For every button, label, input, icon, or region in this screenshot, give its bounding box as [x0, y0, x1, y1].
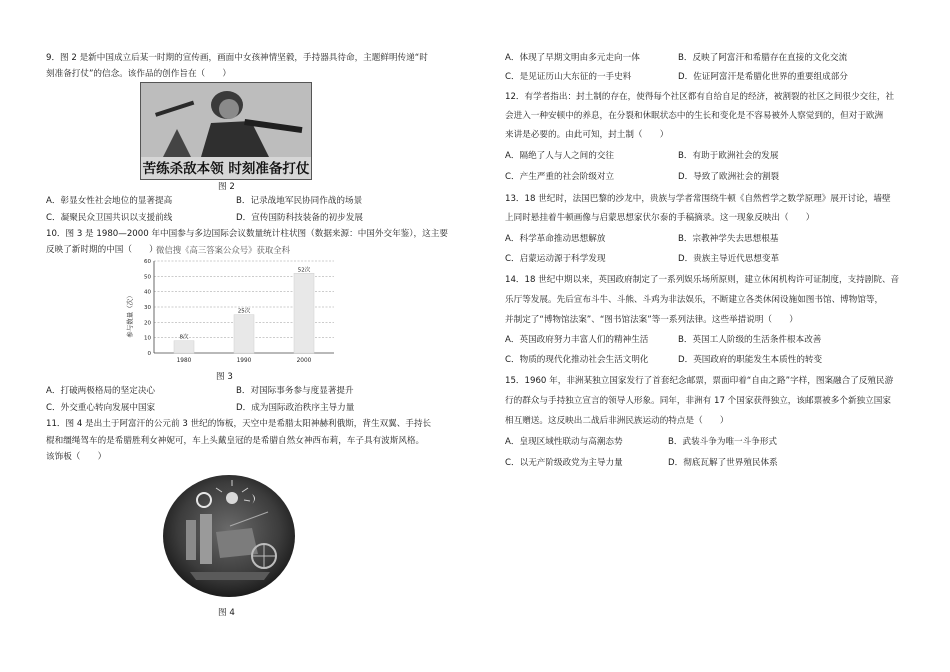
- q12-stem-line1: 12．有学者指出：封土制的存在，使得每个社区都有自给自足的经济，被割裂的社区之间很少交往，社: [505, 92, 895, 102]
- q13-option-a[interactable]: A．科学革命推动思想解放: [505, 234, 606, 244]
- q9-option-c[interactable]: C．凝聚民众卫国共识以支援前线: [46, 213, 173, 223]
- watermark-text: 微信搜《高三答案公众号》获取全科: [156, 245, 290, 255]
- q14-stem-line1: 14．18 世纪中期以来，英国政府制定了一系列娱乐场所原则，建立休闲机构许可证制度，支持剧院、音: [505, 275, 900, 285]
- q10-option-c[interactable]: C．外交重心转向发展中国家: [46, 403, 156, 413]
- q11-option-d[interactable]: D．佐证阿富汗是希腊化世界的重要组成部分: [678, 72, 848, 82]
- figure-3-caption: 图 3: [216, 372, 233, 382]
- q12-option-b[interactable]: B．有助于欧洲社会的发展: [678, 151, 779, 161]
- q11-stem-line3: 该饰板（ ）: [46, 452, 107, 462]
- q15-stem-line3: 相互赠送。这反映出二战后非洲民族运动的特点是（ ）: [505, 416, 729, 426]
- q14-stem-line2: 乐厅等发展。先后宣布斗牛、斗熊、斗鸡为非法娱乐，不断建立各类休闲设施如图书馆、博物馆等，: [505, 295, 884, 305]
- q10-option-a[interactable]: A．打破两极格局的坚定决心: [46, 386, 156, 396]
- y-tick-label-40: 40: [144, 289, 151, 296]
- q12-option-a[interactable]: A．隔绝了人与人之间的交往: [505, 151, 615, 161]
- chart-y-axis-label: 参与数量（次）: [126, 292, 134, 338]
- q10-option-b[interactable]: B．对国际事务参与度显著提升: [236, 386, 354, 396]
- q9-stem-line1: 9．图 2 是新中国成立后某一时期的宣传画，画面中女孩神情坚毅，手持器具待命，主题鲜明传递“时: [46, 53, 428, 63]
- ai-khanoum-plaque-figure: [160, 472, 298, 600]
- poster-slogan: 苦练杀敌本领 时刻准备打仗: [142, 161, 310, 177]
- q15-option-c[interactable]: C．以无产阶级政党为主导力量: [505, 458, 623, 468]
- y-tick-label-50: 50: [144, 274, 151, 281]
- q14-option-d[interactable]: D．英国政府的职能发生本质性的转变: [678, 355, 823, 365]
- data-label-2000: 52次: [297, 267, 311, 274]
- q15-stem-line2: 行的群众与手持独立宣言的领导人形象。同年，非洲有 17 个国家获得独立，该邮票被多个新独立国家: [505, 396, 891, 406]
- q15-option-a[interactable]: A．皇现区域性联动与高潮态势: [505, 437, 623, 447]
- bar-1990: [234, 315, 254, 353]
- q11-option-c[interactable]: C．是见证历山大东征的一手史料: [505, 72, 632, 82]
- q9-option-d[interactable]: D．宣传国防科技装备的初步发展: [236, 213, 363, 223]
- data-label-1990: 25次: [237, 308, 251, 315]
- x-tick-label-1990: 1990: [236, 358, 252, 364]
- q15-option-d[interactable]: D．彻底瓦解了世界殖民体系: [668, 458, 778, 468]
- q12-stem-line2: 会进入一种安顿中的养息，在分裂和休眠状态中的生长和变化是不容易被外人察觉到的，但对于欧洲: [505, 111, 884, 121]
- y-tick-label-0: 0: [147, 351, 151, 357]
- q15-option-b[interactable]: B．武装斗争为唯一斗争形式: [668, 437, 778, 447]
- q11-stem-line1: 11．图 4 是出土于阿富汗的公元前 3 世纪的饰板，天空中是希腊太阳神赫利俄斯，背生双翼、手持长: [46, 419, 432, 429]
- data-label-1980: 8次: [179, 334, 189, 341]
- q9-option-a[interactable]: A．彰显女性社会地位的显著提高: [46, 196, 173, 206]
- x-tick-label-2000: 2000: [296, 358, 312, 364]
- q10-stem-line1: 10．图 3 是 1980—2000 年中国参与多边国际会议数量统计柱状图（数据来源：中国外交年鉴），这主要: [46, 229, 448, 239]
- q14-stem-line3: 并制定了“博物馆法案”、“图书馆法案”等一系列法律。这些举措说明（ ）: [505, 315, 798, 325]
- chart-labels: [144, 259, 312, 364]
- bar-2000: [294, 273, 314, 353]
- q11-option-b[interactable]: B．反映了阿富汗和希腊存在直接的文化交流: [678, 53, 848, 63]
- q13-option-c[interactable]: C．启蒙运动源于科学发现: [505, 254, 606, 264]
- q11-option-a[interactable]: A．体现了早期文明由多元走向一体: [505, 53, 640, 63]
- q13-stem-line2: 上同时悬挂着牛顿画像与启蒙思想家伏尔泰的手稿摘录。这一现象反映出（ ）: [505, 213, 815, 223]
- propaganda-poster-figure: [140, 82, 312, 180]
- q13-option-d[interactable]: D．贵族主导近代思想变革: [678, 254, 780, 264]
- y-tick-label-10: 10: [144, 335, 151, 342]
- conference-bar-chart: [124, 253, 340, 370]
- q14-option-a[interactable]: A．英国政府努力丰富人们的精神生活: [505, 335, 649, 345]
- x-tick-label-1980: 1980: [176, 358, 192, 364]
- q14-option-b[interactable]: B．英国工人阶级的生活条件根本改善: [678, 335, 822, 345]
- q14-option-c[interactable]: C．物质的现代化推动社会生活文明化: [505, 355, 649, 365]
- q12-option-d[interactable]: D．导致了欧洲社会的割裂: [678, 172, 780, 182]
- q11-stem-line2: 棍和缰绳驾车的是希腊胜利女神妮可，车上头戴皇冠的是希腊自然女神西布莉，车子具有波斯风格。: [46, 436, 425, 446]
- q15-stem-line1: 15．1960 年，非洲某独立国家发行了首套纪念邮票，票面印着“自由之路”字样，图案融合了反殖民游: [505, 376, 894, 386]
- q13-stem-line1: 13．18 世纪时，法国巴黎的沙龙中，贵族与学者常围绕牛顿《自然哲学之数学原理》展开讨论，墙壁: [505, 194, 891, 204]
- q9-option-b[interactable]: B．记录战地军民协同作战的场景: [236, 196, 363, 206]
- y-tick-label-20: 20: [144, 320, 151, 327]
- q13-option-b[interactable]: B．宗教神学失去思想根基: [678, 234, 779, 244]
- q12-stem-line3: 来讲是必要的。由此可知，封土制（ ）: [505, 130, 669, 140]
- y-tick-label-60: 60: [144, 259, 151, 265]
- figure-4-caption: 图 4: [218, 608, 235, 618]
- figure-2-caption: 图 2: [218, 182, 235, 192]
- y-tick-label-30: 30: [144, 305, 151, 311]
- q10-option-d[interactable]: D．成为国际政治秩序主导力量: [236, 403, 355, 413]
- q9-stem-line2: 刻准备打仗”的信念。该作品的创作旨在（ ）: [46, 69, 231, 79]
- bar-1980: [174, 341, 194, 353]
- q12-option-c[interactable]: C．产生严重的社会阶级对立: [505, 172, 615, 182]
- q10-stem-line2: 反映了新时期的中国（ ）: [46, 245, 158, 255]
